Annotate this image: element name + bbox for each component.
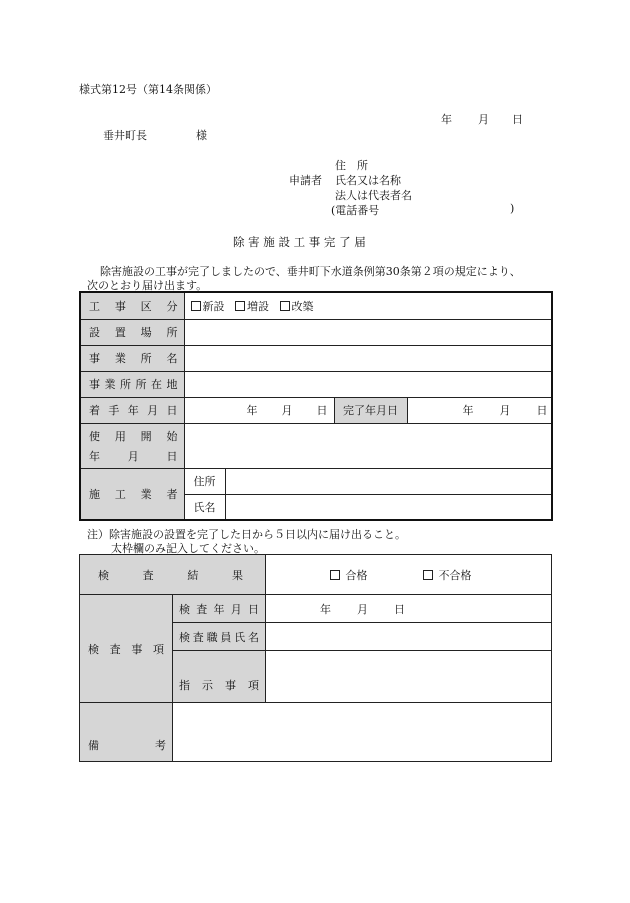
start-date-field[interactable] — [184, 397, 334, 423]
form-number: 様式第12号（第14条関係） — [79, 83, 217, 96]
note-line-1: 注）除害施設の設置を完了した日から５日以内に届け出ること。 — [87, 528, 406, 541]
document-title: 除 害 施 設 工 事 完 了 届 — [233, 235, 366, 249]
inspector-label — [173, 623, 266, 651]
remarks-text: 備 考 — [88, 739, 166, 752]
inspection-table — [79, 554, 552, 762]
office-address-text: 事 業 所 所 在 地 — [89, 378, 178, 391]
applicant-phone-label: (電話番号 — [331, 204, 380, 217]
mod-option-label: 改築 — [291, 299, 314, 313]
work-type-options — [184, 292, 552, 319]
contractor-name-field[interactable] — [225, 494, 552, 520]
work-type-text: 工 事 区 分 — [89, 299, 178, 313]
result-text: 検 査 結 果 — [98, 568, 243, 582]
fail-label: 不合格 — [438, 568, 472, 582]
applicant-address-label: 住 所 — [335, 159, 368, 172]
pass-checkbox[interactable] — [330, 570, 340, 580]
office-name-label — [80, 345, 184, 371]
location-text: 設 置 場 所 — [89, 326, 178, 339]
add-option-label: 増設 — [247, 299, 269, 313]
location-field[interactable] — [184, 319, 552, 345]
applicant-phone-close: ) — [510, 202, 515, 215]
date-year-label: 年 — [441, 113, 452, 126]
new-option-label: 新設 — [202, 299, 225, 313]
inspection-year: 年 — [320, 602, 331, 616]
mod-checkbox[interactable] — [280, 301, 290, 311]
inspection-items-label — [80, 595, 173, 703]
use-start-label — [80, 423, 184, 468]
office-name-text: 事 業 所 名 — [89, 352, 178, 365]
inspection-month: 月 — [357, 602, 368, 616]
complete-year: 年 — [462, 404, 474, 417]
use-start-field[interactable] — [184, 423, 552, 468]
start-year: 年 — [246, 404, 258, 417]
start-date-text: 着 手 年 月 日 — [89, 404, 178, 417]
remarks-field[interactable] — [173, 703, 552, 762]
result-label — [80, 555, 266, 595]
addressee: 垂井町長 — [103, 129, 147, 142]
complete-month: 月 — [499, 404, 511, 417]
office-name-field[interactable] — [184, 345, 552, 371]
contractor-name-label — [184, 494, 225, 520]
contractor-address-text: 住所 — [193, 475, 216, 488]
inspector-text: 検 査 職 員 氏 名 — [179, 630, 259, 644]
start-date-label — [80, 397, 184, 423]
contractor-text: 施 工 業 者 — [89, 487, 178, 501]
application-table — [79, 291, 553, 521]
inspection-day: 日 — [394, 602, 405, 616]
complete-day: 日 — [536, 404, 548, 417]
office-address-label — [80, 371, 184, 397]
date-day-label: 日 — [512, 113, 523, 126]
applicant-role: 申請者 — [289, 174, 322, 187]
location-label — [80, 319, 184, 345]
start-month: 月 — [281, 404, 293, 417]
work-type-label — [80, 292, 184, 319]
inspector-field[interactable] — [266, 623, 552, 651]
applicant-name-label: 氏名又は名称 — [335, 174, 401, 187]
start-day: 日 — [316, 404, 328, 417]
use-start-text-1: 使 用 開 始 — [89, 429, 178, 443]
inspection-date-text: 検 査 年 月 日 — [179, 602, 259, 616]
fail-checkbox[interactable] — [423, 570, 433, 580]
instructions-text: 指 示 事 項 — [179, 679, 259, 692]
inspection-date-field[interactable] — [266, 595, 552, 623]
date-month-label: 月 — [478, 113, 489, 126]
intro-line-1: 除害施設の工事が完了しましたので、垂井町下水道条例第30条第２項の規定により、 — [100, 265, 521, 278]
inspection-date-label — [173, 595, 266, 623]
intro-line-2: 次のとおり届け出ます。 — [87, 279, 208, 292]
remarks-label — [80, 703, 173, 762]
contractor-address-field[interactable] — [225, 468, 552, 494]
use-start-text-2: 年 月 日 — [89, 449, 178, 463]
contractor-label — [80, 468, 184, 520]
contractor-name-text: 氏名 — [193, 500, 216, 514]
pass-label: 合格 — [345, 568, 368, 582]
honorific: 様 — [196, 129, 207, 142]
contractor-address-label — [184, 468, 225, 494]
complete-date-text: 完了年月日 — [343, 404, 398, 417]
add-checkbox[interactable] — [235, 301, 245, 311]
result-options — [266, 555, 552, 595]
note-line-2: 太枠欄のみ記入してください。 — [111, 542, 265, 555]
instructions-label — [173, 651, 266, 703]
new-checkbox[interactable] — [191, 301, 201, 311]
instructions-field[interactable] — [266, 651, 552, 703]
inspection-items-text: 検 査 事 項 — [88, 642, 164, 656]
complete-date-field[interactable] — [407, 397, 552, 423]
complete-date-label — [334, 397, 407, 423]
applicant-rep-label: 法人は代表者名 — [335, 189, 412, 202]
office-address-field[interactable] — [184, 371, 552, 397]
